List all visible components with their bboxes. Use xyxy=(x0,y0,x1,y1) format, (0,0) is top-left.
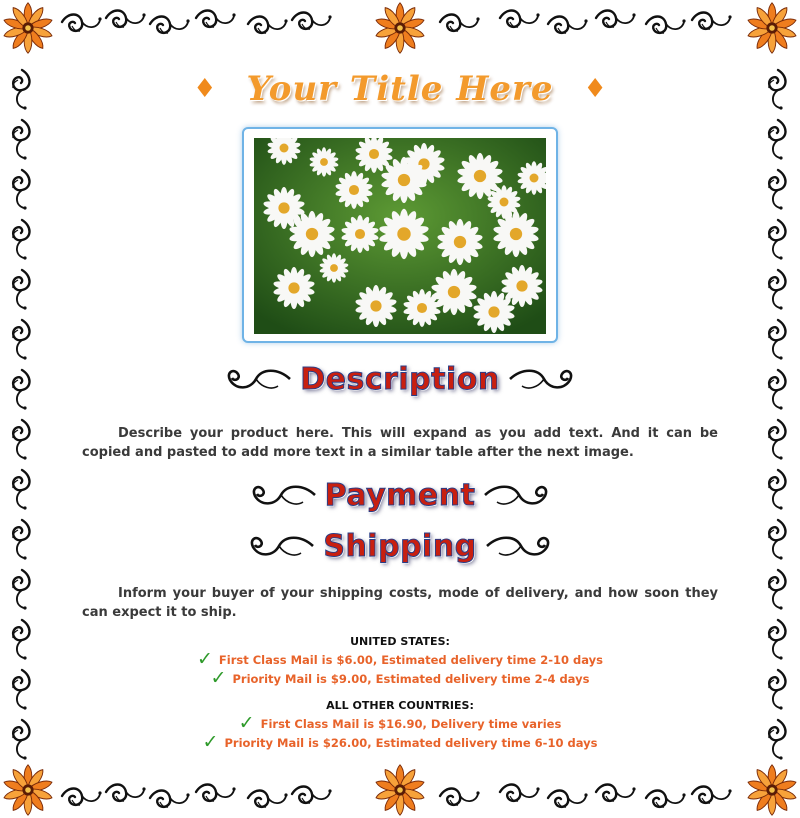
swirl-ornament-icon xyxy=(481,476,557,514)
orange-flower-icon xyxy=(0,762,56,818)
check-icon: ✓ xyxy=(197,648,213,670)
description-text: Describe your product here. This will expand as you add text. And it can be copied and pasted to add more text in a similar table after the next image. xyxy=(82,426,718,460)
orange-flower-icon xyxy=(372,762,428,818)
diamond-icon: ♦ xyxy=(193,74,217,104)
swirl-ornament-icon xyxy=(506,360,582,398)
product-image-frame xyxy=(242,127,558,343)
product-image xyxy=(254,138,546,334)
swirl-ornament-icon xyxy=(243,476,319,514)
title-row xyxy=(0,64,800,114)
description-heading-text: Description xyxy=(300,361,500,397)
shipping-rate-text: First Class Mail is $16.90, Delivery time varies xyxy=(260,716,562,731)
orange-flower-icon xyxy=(0,0,56,56)
check-icon: ✓ xyxy=(238,712,255,734)
shipping-text: Inform your buyer of your shipping costs, mode of delivery, and how soon they can expect it to ship. xyxy=(82,586,718,620)
description-heading xyxy=(0,356,800,402)
shipping-group-intl xyxy=(0,698,800,752)
orange-flower-icon xyxy=(744,762,800,818)
payment-heading xyxy=(0,474,800,516)
swirl-ornament-icon xyxy=(218,360,294,398)
page-title: Your Title Here xyxy=(246,69,554,109)
swirl-ornament-icon xyxy=(241,527,317,565)
shipping-heading xyxy=(0,524,800,568)
shipping-group-heading: ALL OTHER COUNTRIES: xyxy=(326,699,474,712)
shipping-rate-line xyxy=(0,714,800,733)
shipping-rate-line xyxy=(0,669,800,688)
diamond-icon: ♦ xyxy=(583,74,607,104)
swirl-ornament-icon xyxy=(483,527,559,565)
shipping-rate-text: Priority Mail is $26.00, Estimated delivery time 6-10 days xyxy=(224,735,598,750)
check-icon: ✓ xyxy=(202,731,219,753)
shipping-group-us xyxy=(0,634,800,688)
payment-heading-text: Payment xyxy=(324,477,476,513)
shipping-heading-text: Shipping xyxy=(323,528,477,564)
orange-flower-icon xyxy=(744,0,800,56)
shipping-group-heading: UNITED STATES: xyxy=(350,635,450,648)
check-icon: ✓ xyxy=(210,667,227,689)
shipping-rate-line xyxy=(0,733,800,752)
shipping-rate-text: Priority Mail is $9.00, Estimated delivery time 2-4 days xyxy=(232,671,590,686)
shipping-rate-text: First Class Mail is $6.00, Estimated delivery time 2-10 days xyxy=(218,652,603,667)
orange-flower-icon xyxy=(372,0,428,56)
shipping-rate-line xyxy=(0,650,800,669)
